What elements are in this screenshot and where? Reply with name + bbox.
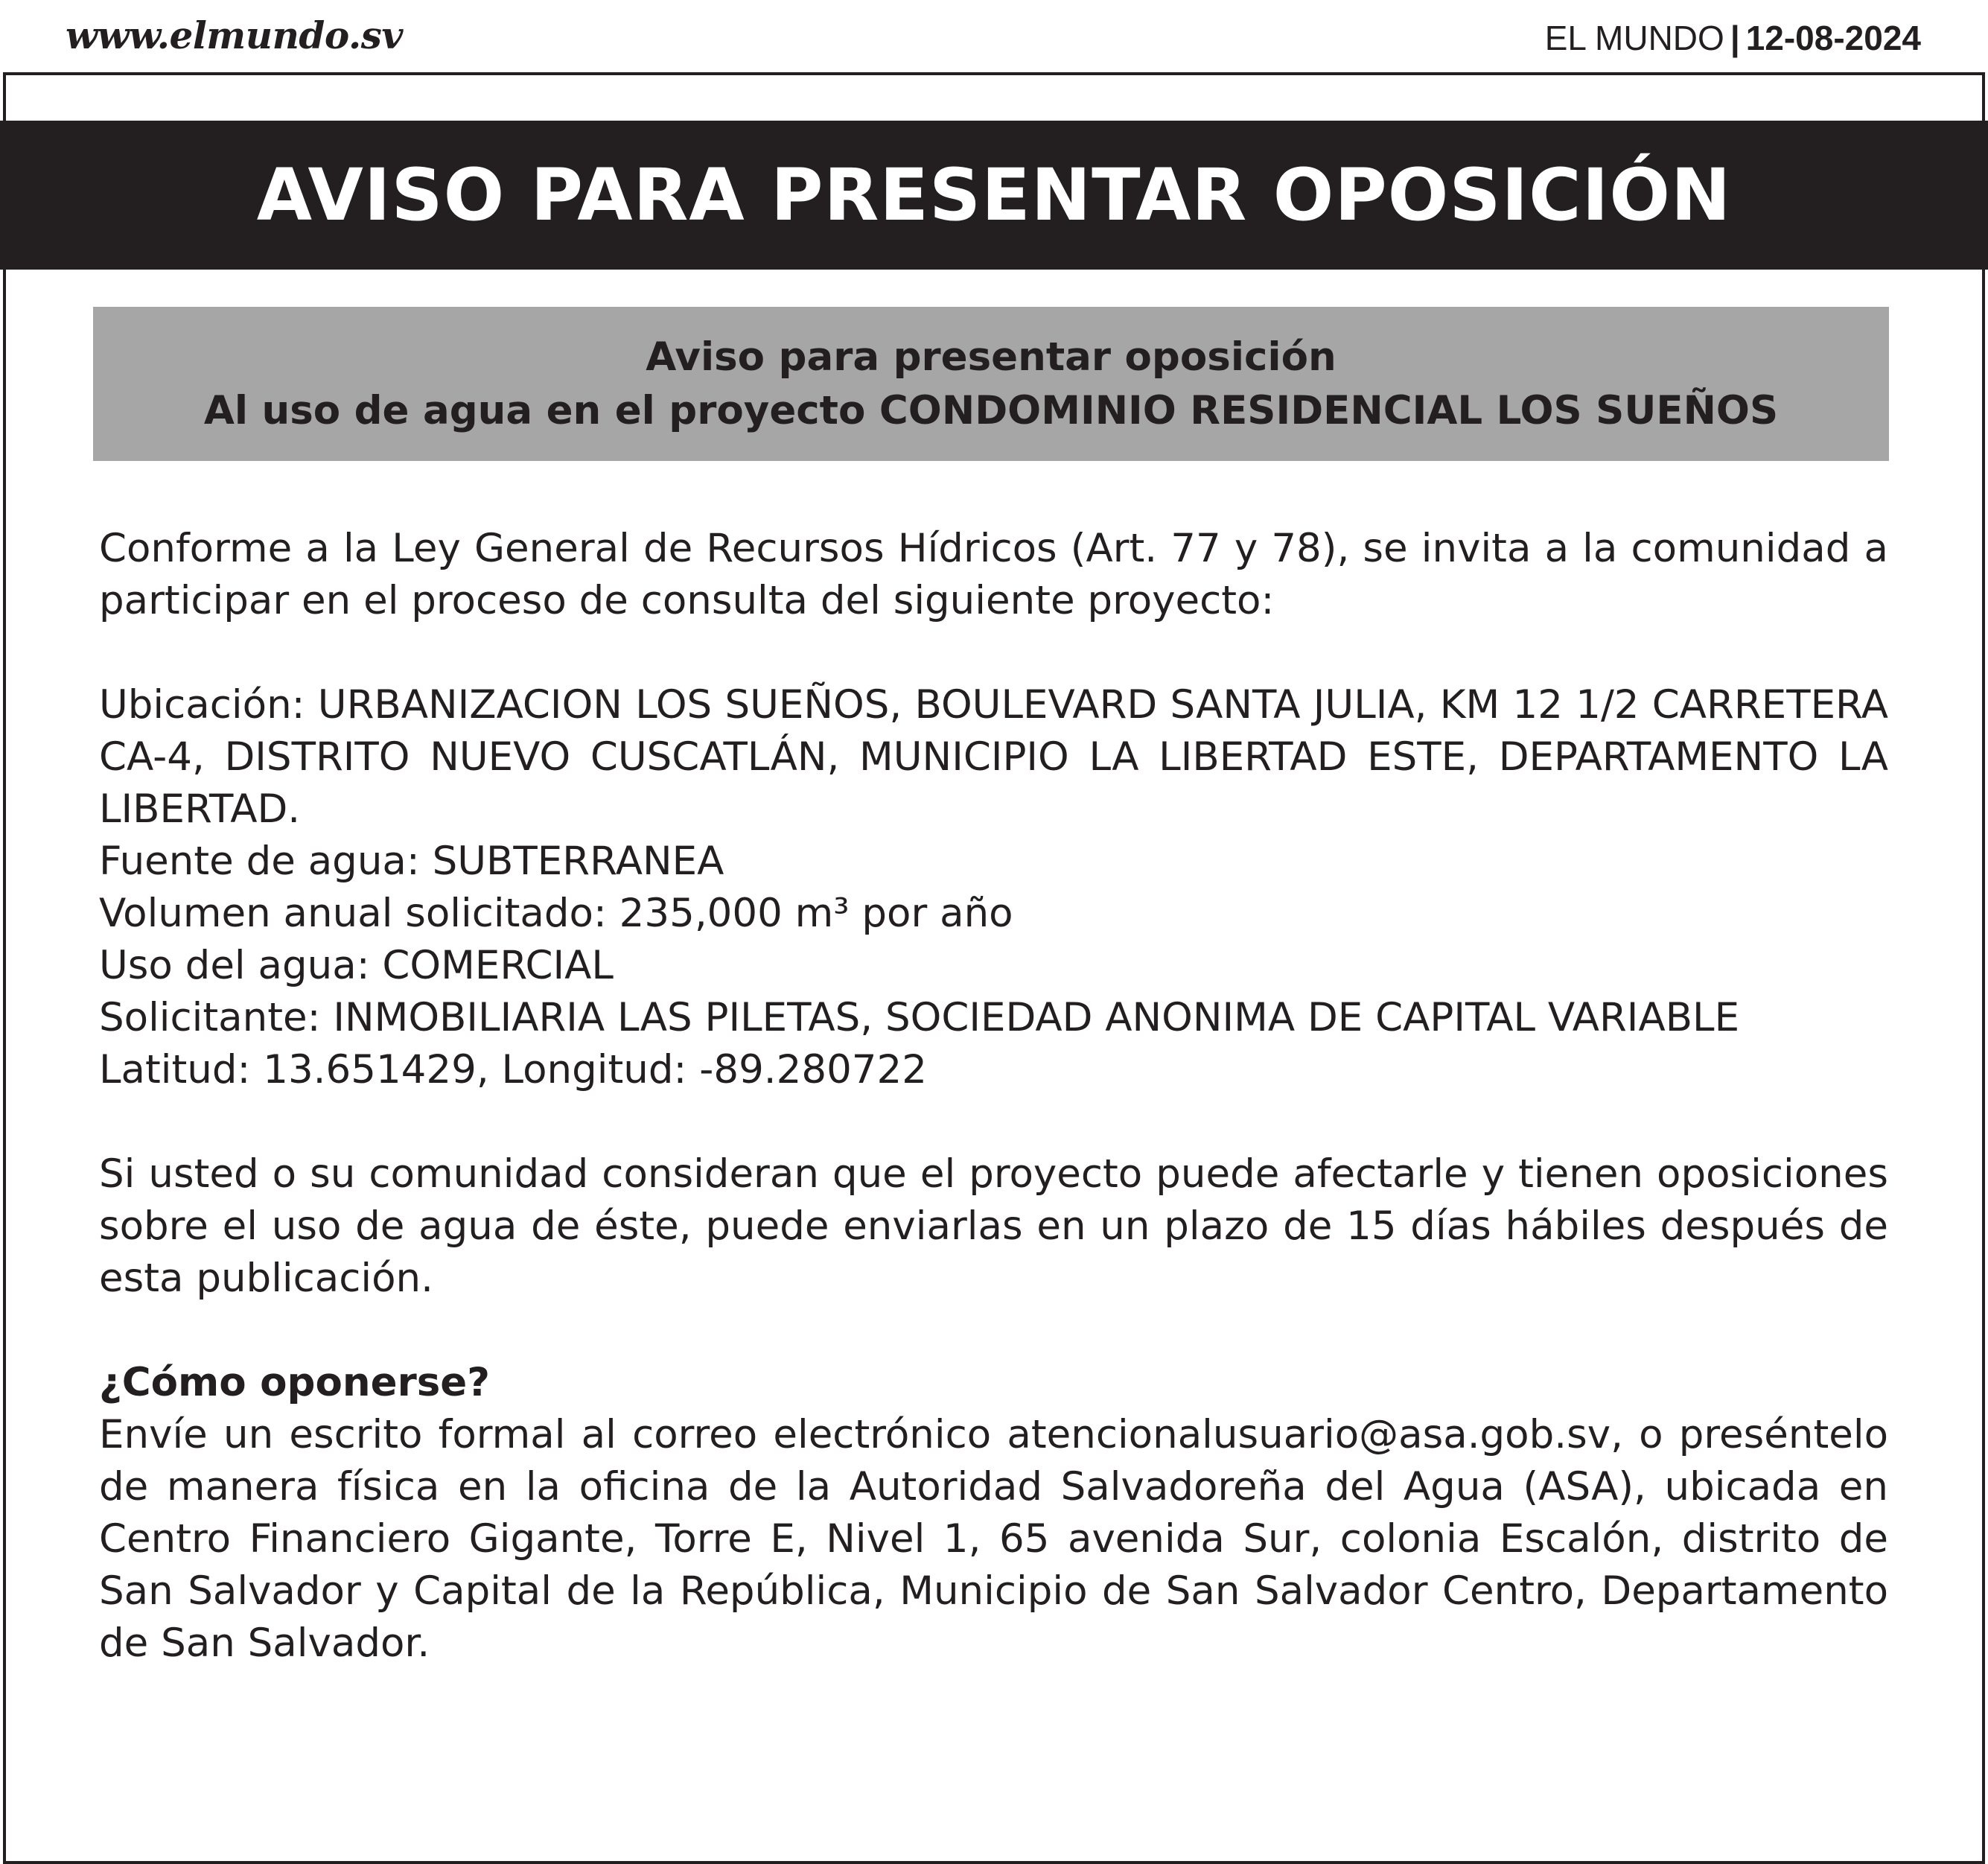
site-url: www.elmundo.sv <box>66 13 403 57</box>
project-annual-volume: Volumen anual solicitado: 235,000 m³ por año <box>99 891 1013 936</box>
subheading-line-1: Aviso para presentar oposición <box>646 334 1337 380</box>
project-location: Ubicación: URBANIZACION LOS SUEÑOS, BOULEVARD SANTA JULIA, KM 12 1/2 CARRETERA CA-4, DISTRITO NUEVO CUSCATLÁN, MUNICIPIO LA LIBERTAD ESTE, DEPARTAMENTO LA LIBERTAD. <box>99 682 1888 832</box>
notice-title: AVISO PARA PRESENTAR OPOSICIÓN <box>256 153 1732 237</box>
how-to-oppose-heading: ¿Cómo oponerse? <box>99 1360 490 1405</box>
newspaper-name: EL MUNDO <box>1544 19 1724 57</box>
how-to-oppose-paragraph: Envíe un escrito formal al correo electrónico atencionalusuario@asa.gob.sv, o preséntelo de manera física en la oficina de la Autoridad Salvadoreña del Agua (ASA), ubicada en Centro Financiero Gigante, Torre E, Nivel 1, 65 avenida Sur, colonia Escalón, distrito de San Salvador y Capital de la República, Municipio de San Salvador Centro, Departamento de San Salvador. <box>99 1412 1888 1666</box>
header-separator: | <box>1730 19 1740 57</box>
publication-info <box>1545 18 1921 58</box>
project-coordinates: Latitud: 13.651429, Longitud: -89.280722 <box>99 1047 927 1092</box>
project-applicant: Solicitante: INMOBILIARIA LAS PILETAS, SOCIEDAD ANONIMA DE CAPITAL VARIABLE <box>99 995 1740 1040</box>
intro-paragraph: Conforme a la Ley General de Recursos Hídricos (Art. 77 y 78), se invita a la comunidad a participar en el proceso de consulta del siguiente proyecto: <box>99 526 1888 623</box>
project-water-source: Fuente de agua: SUBTERRANEA <box>99 839 724 884</box>
subheading-line-2: Al uso de agua en el proyecto CONDOMINIO RESIDENCIAL LOS SUEÑOS <box>203 387 1779 433</box>
project-water-use: Uso del agua: COMERCIAL <box>99 943 614 988</box>
notice-body <box>99 523 1888 1670</box>
notice-subheading-box <box>93 307 1889 461</box>
opposition-notice-paragraph: Si usted o su comunidad consideran que el proyecto puede afectarle y tienen oposiciones sobre el uso de agua de éste, puede enviarlas en un plazo de 15 días hábiles después de esta publicación. <box>99 1151 1888 1301</box>
publication-date: 12-08-2024 <box>1745 19 1921 57</box>
notice-title-banner <box>0 121 1988 270</box>
